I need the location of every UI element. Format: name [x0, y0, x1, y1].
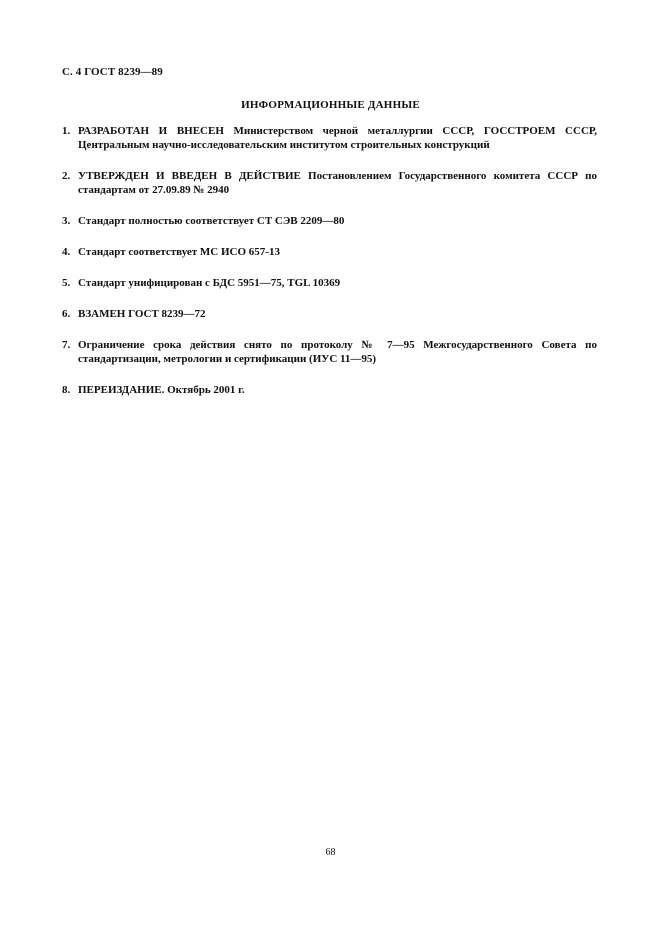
- info-item-2: [62, 169, 597, 197]
- page-header: С. 4 ГОСТ 8239—89: [62, 66, 163, 78]
- item-number: 1.: [62, 125, 71, 137]
- info-item-5: [62, 276, 597, 290]
- info-item-1: [62, 124, 597, 152]
- info-item-3: [62, 214, 597, 228]
- item-number: 4.: [62, 246, 71, 258]
- item-lead: УТВЕРЖДЕН И ВВЕДЕН В ДЕЙСТВИЕ: [78, 170, 301, 182]
- info-item-8: [62, 383, 597, 397]
- item-text: Стандарт унифицирован с БДС 5951—75, TGL 10369: [78, 277, 341, 289]
- info-list: [62, 124, 597, 411]
- item-text: Стандарт соответствует МС ИСО 657-13: [78, 246, 280, 258]
- item-number: 8.: [62, 384, 71, 396]
- item-number: 6.: [62, 308, 71, 320]
- item-number: 5.: [62, 277, 71, 289]
- info-item-6: [62, 307, 597, 321]
- item-number: 3.: [62, 215, 71, 227]
- item-text: Постановлением Государственного комитета СССР по стандартам от 27.09.89 № 2940: [78, 170, 598, 196]
- item-lead: ПЕРЕИЗДАНИЕ.: [78, 384, 165, 396]
- item-text: Стандарт полностью соответствует СТ СЭВ 2209—80: [78, 215, 345, 227]
- item-number: 2.: [62, 170, 71, 182]
- page-number: 68: [325, 847, 336, 858]
- info-item-4: [62, 245, 597, 259]
- item-lead: ВЗАМЕН ГОСТ 8239—72: [78, 308, 206, 320]
- section-title: ИНФОРМАЦИОННЫЕ ДАННЫЕ: [241, 99, 420, 111]
- item-text: Ограничение срока действия снято по протоколу № 7—95 Межгосударственного Совета по стандартизации, метрологии и сертификации (ИУС 11—95): [78, 339, 597, 365]
- item-number: 7.: [62, 339, 71, 351]
- item-text: Министерством черной металлургии СССР, ГОССТРОЕМ СССР, Центральным научно-исследовательским институтом строительных конструкций: [78, 125, 597, 151]
- info-item-7: [62, 338, 597, 366]
- item-lead: РАЗРАБОТАН И ВНЕСЕН: [78, 125, 224, 137]
- item-text: Октябрь 2001 г.: [164, 384, 245, 396]
